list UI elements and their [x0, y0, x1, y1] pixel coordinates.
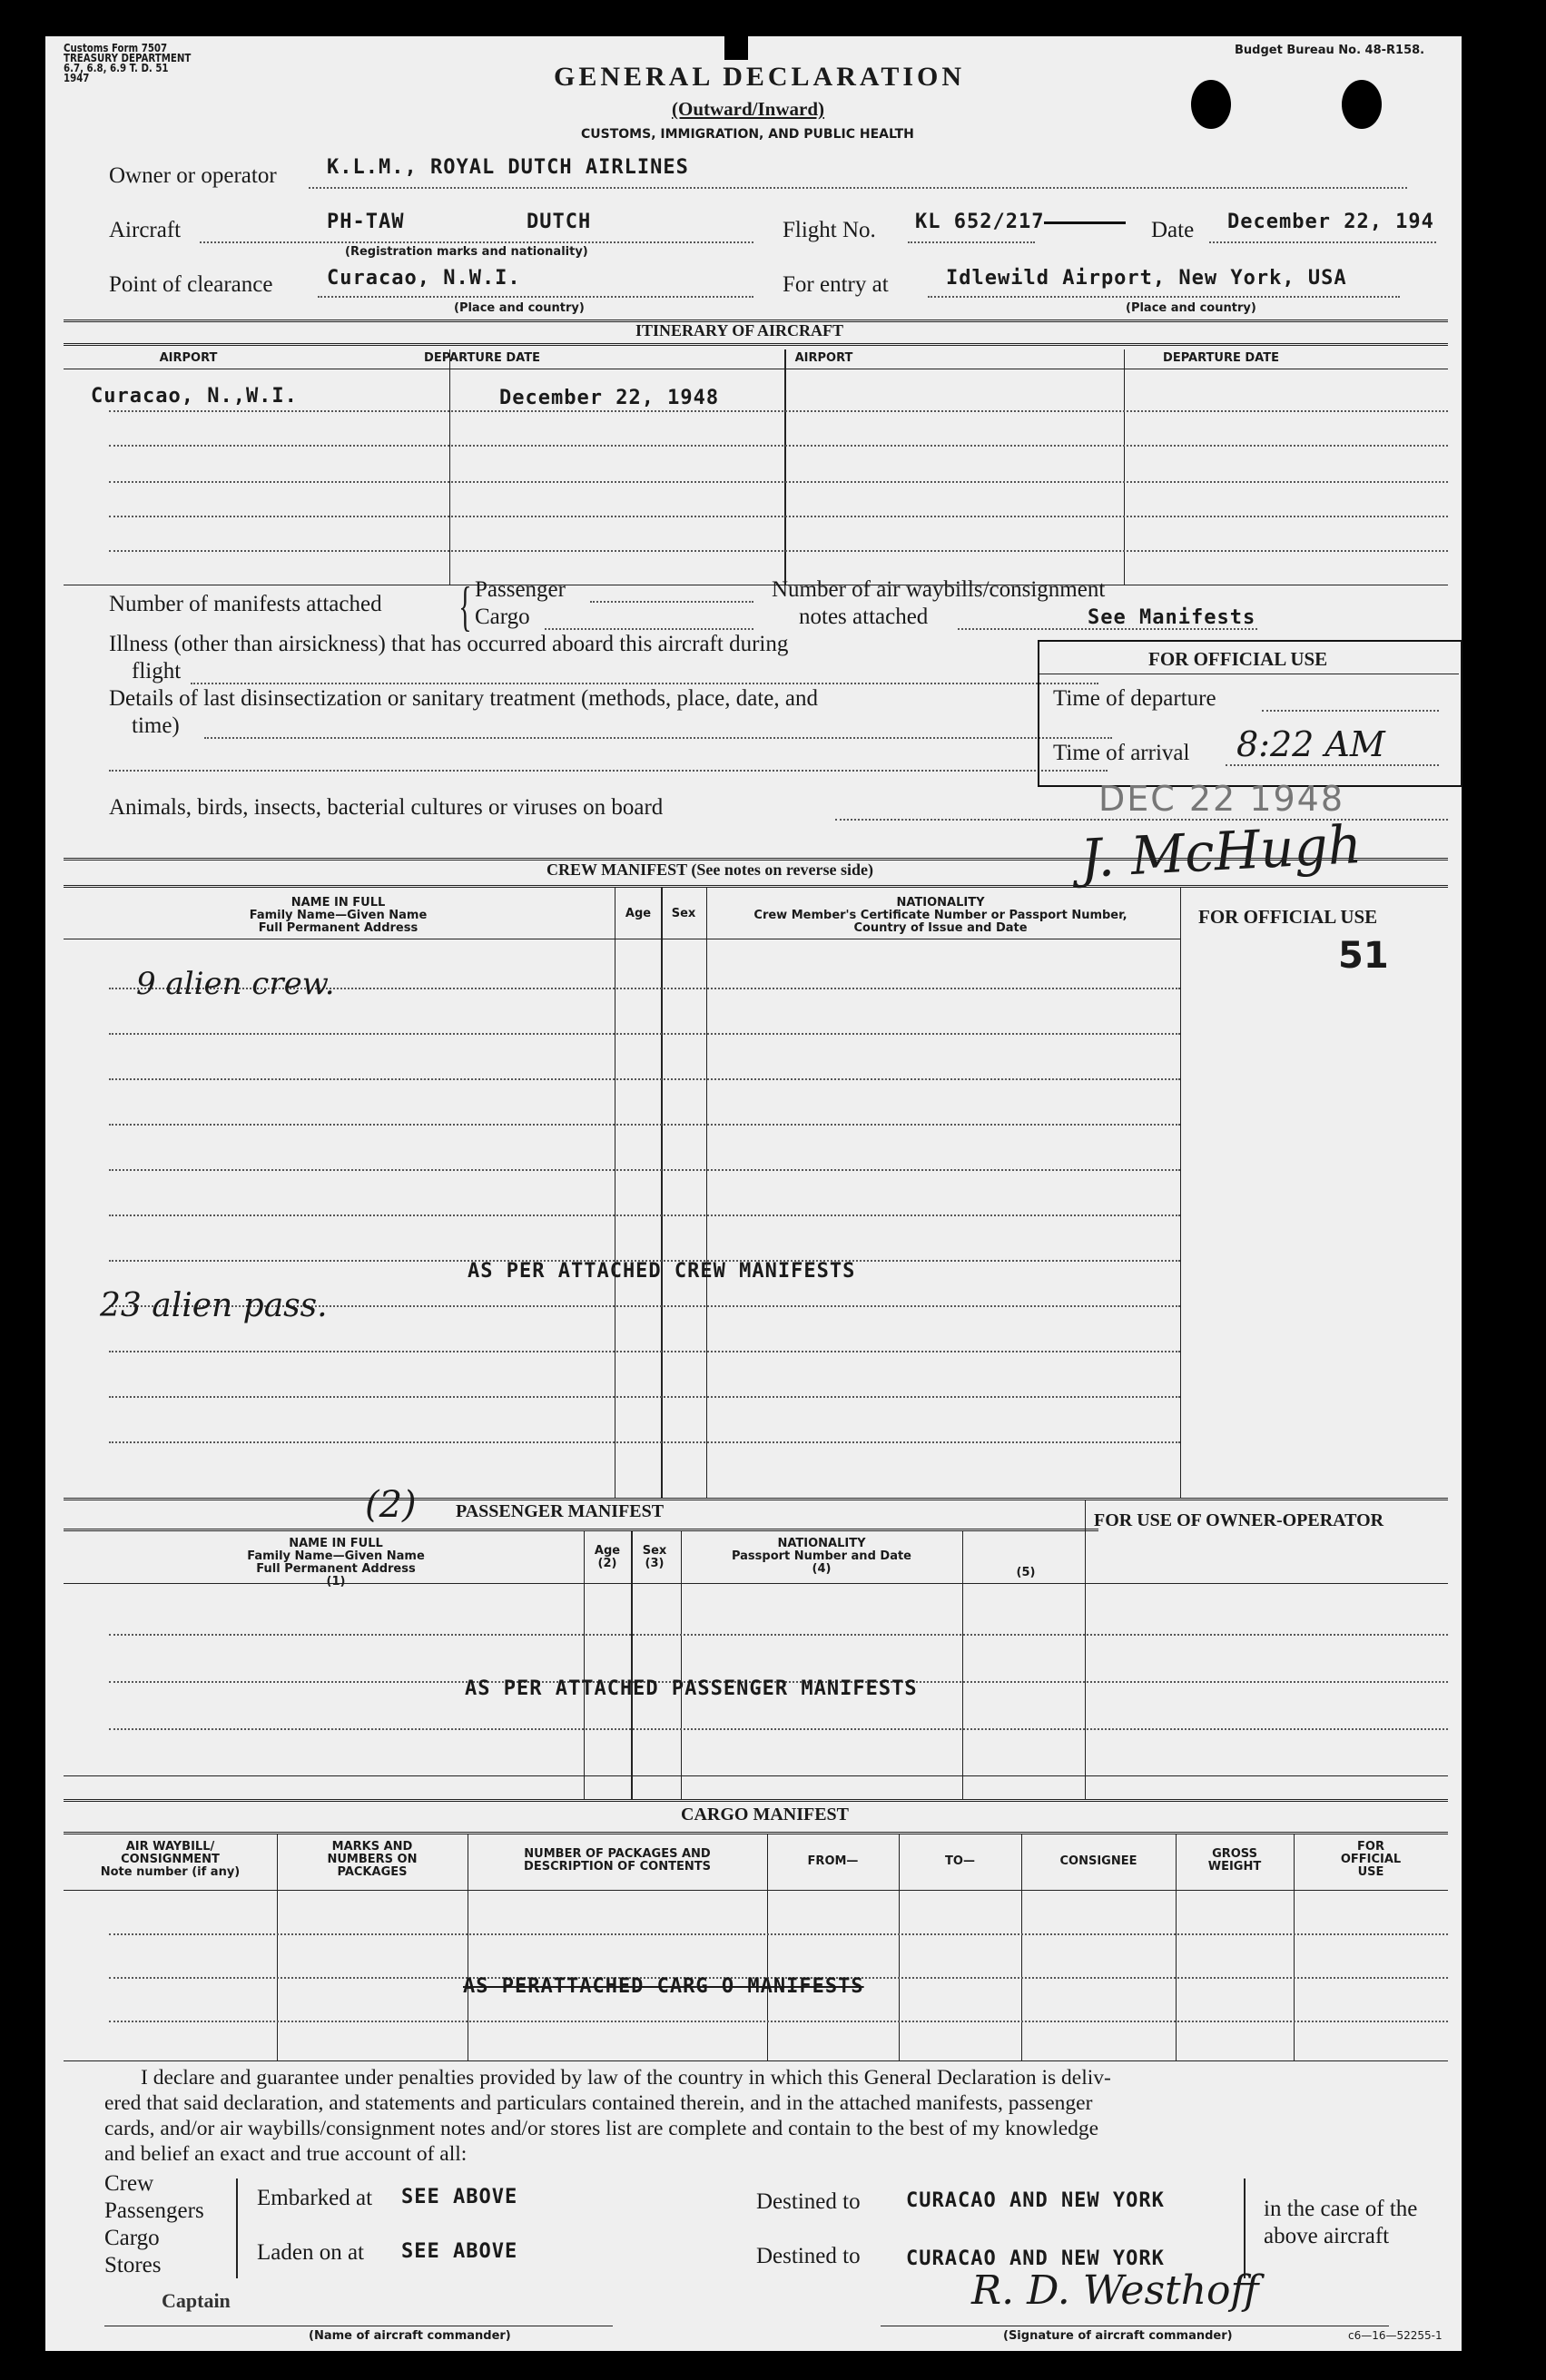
aircraft-label: Aircraft	[109, 218, 182, 242]
form-subtitle-2: CUSTOMS, IMMIGRATION, AND PUBLIC HEALTH	[581, 127, 914, 142]
passenger-col-nationality: NATIONALITY Passport Number and Date (4)	[731, 1537, 911, 1576]
commander-signature: R. D. Westhoff	[971, 2267, 1259, 2314]
arrival-time-value: 8:22 AM	[1236, 724, 1385, 764]
declaration-form: Customs Form 7507 TREASURY DEPARTMENT 6.7, 6.8, 6.9 T. D. 51 1947 Budget Bureau No. 48-R158. GENERAL DECLARATION (Outward/Inward) CUSTOMS, IMMIGRATION, AND PUBLIC HEALTH Owner or operator K.L.M., ROYAL DUTCH AIRLINES Aircraft PH-TAW DUTCH (Registration marks and nationality) Flight No. KL 652/217 Date December 22, 194 Point of clearance Curacao, N.W.I. (Place and country) For entry at Idlewild Airport, New York, USA (Place and country) ITINERARY OF AIRCRAFT AIRPORT DEPARTURE DATE AIRPORT DEPARTURE DATE Curacao, N.,W.I. December 22, 1948 Number of manifests attached { Passenger Cargo Number of air waybills/consignment notes attached See Manifests Illness (other than airsickness) that has occurred aboard this aircraft during flight Details of last disinsectization or sanitary treatment (methods, place, date, and time) Animals, birds, insects, bacterial cultures or viruses on board FOR OFFICIAL USE Time of departure Time of arrival 8:22 AM DEC 22 1948 J. McHugh CREW MANIFEST (See notes on reverse side) NAME IN FULL Family Name—Given Name Full Permanent Address Age Sex NATIONALITY Crew Member's Certificate Number or Passport Number, Country of Issue and Date FOR OFFICIAL USE 51 9 alien crew. AS PER ATTACHED CREW MANIFESTS 23 alien pass. (2) PASSENGER MANIFEST FOR USE OF OWNER-OPERATOR NAME IN FULL Family Name—Given Name Full Permanent Address (1) Age (2) Sex (3) NATIONALITY Passport Number and Date (4) (5) AS PER ATTACHED PASSENGER MANIFESTS CARGO MANIFEST AIR WAYBILL/ CONSIGNMENT Note number (if any) MARKS AND NUMBERS ON PACKAGES NUMBER OF PACKAGES AND DESCRIPTION OF CONTENTS FROM— TO— CONSIGNEE GROSS WEIGHT FOR OFFICIAL USE AS PERATTACHED CARG O MANIFESTS I declare and guarantee under penalties provided by law of the country in which this General Declaration is deliv- ered that said declaration, and statements and particulars contained therein, and in the attached manifests, passenger cards, and/or air waybills/consignment notes and/or stores list are complete and contain to the best of my knowledge and belief an exact and true account of all: Crew Passengers Cargo Stores Embarked at SEE ABOVE Destined to CURACAO AND NEW YORK Laden on at SEE ABOVE Destined to CURACAO AND NEW YORK in the case of the above aircraft Captain R. D. Westhoff (Name of aircraft commander) (Signature of aircraft commander) c6—16—52255-1	[45, 36, 1462, 2351]
crew-col-sex: Sex	[671, 907, 696, 920]
passenger-circled-count: (2)	[365, 1484, 417, 1526]
form-reference: Customs Form 7507 TREASURY DEPARTMENT 6.7, 6.8, 6.9 T. D. 51 1947	[64, 42, 192, 84]
crew-typed-note: AS PER ATTACHED CREW MANIFESTS	[468, 1260, 856, 1283]
owner-label: Owner or operator	[109, 163, 277, 188]
declaration-stores: Stores	[104, 2253, 162, 2277]
illness-label-2: flight	[132, 659, 182, 684]
crew-col-nationality: NATIONALITY Crew Member's Certificate Number or Passport Number, Country of Issue and Date	[753, 896, 1127, 935]
itinerary-title: ITINERARY OF AIRCRAFT	[635, 321, 844, 339]
cargo-col-to: TO—	[945, 1854, 975, 1868]
official-use-title: FOR OFFICIAL USE	[1148, 648, 1328, 670]
cargo-col-consignee: CONSIGNEE	[1059, 1854, 1137, 1868]
passenger-typed-note: AS PER ATTACHED PASSENGER MANIFESTS	[465, 1677, 918, 1700]
cargo-manifest-label: Cargo	[475, 605, 530, 629]
manifests-count-label: Number of manifests attached	[109, 592, 382, 616]
budget-bureau-number: Budget Bureau No. 48-R158.	[1235, 44, 1425, 57]
clearance-value: Curacao, N.W.I.	[327, 267, 521, 290]
departure-time-label: Time of departure	[1053, 686, 1216, 711]
commander-signature-caption: (Signature of aircraft commander)	[1003, 2329, 1233, 2343]
crew-official-value: 51	[1338, 935, 1389, 977]
animals-label: Animals, birds, insects, bacterial cultures or viruses on board	[109, 795, 664, 820]
crew-col-name: NAME IN FULL Family Name—Given Name Full Permanent Address	[249, 896, 428, 935]
form-title: GENERAL DECLARATION	[554, 62, 966, 92]
passenger-manifest-title: PASSENGER MANIFEST	[456, 1501, 665, 1521]
embarked-value: SEE ABOVE	[401, 2186, 518, 2208]
flight-number: KL 652/217	[915, 211, 1045, 233]
cargo-col-description: NUMBER OF PACKAGES AND DESCRIPTION OF CONTENTS	[524, 1847, 711, 1874]
clearance-label: Point of clearance	[109, 272, 273, 297]
aircraft-nationality: DUTCH	[527, 211, 592, 233]
cargo-col-from: FROM—	[807, 1854, 859, 1868]
laden-value: SEE ABOVE	[401, 2240, 518, 2263]
declaration-cargo: Cargo	[104, 2226, 160, 2250]
cargo-typed-note: AS PERATTACHED CARG O MANIFESTS	[463, 1975, 864, 1998]
cargo-col-waybill: AIR WAYBILL/ CONSIGNMENT Note number (if any)	[100, 1840, 241, 1879]
aircraft-registration: PH-TAW	[327, 211, 405, 233]
destined-label-1: Destined to	[756, 2189, 861, 2214]
aircraft-caption: (Registration marks and nationality)	[345, 245, 588, 259]
cargo-manifest-title: CARGO MANIFEST	[681, 1805, 850, 1824]
illness-label: Illness (other than airsickness) that has occurred aboard this aircraft during	[109, 632, 789, 656]
waybills-label: Number of air waybills/consignment	[772, 577, 1106, 602]
notes-value: See Manifests	[1088, 606, 1256, 629]
entry-value: Idlewild Airport, New York, USA	[946, 267, 1347, 290]
crew-official-use: FOR OFFICIAL USE	[1198, 906, 1378, 928]
cargo-col-official: FOR OFFICIAL USE	[1340, 1840, 1402, 1879]
cargo-col-marks: MARKS AND NUMBERS ON PACKAGES	[327, 1840, 418, 1879]
crew-manifest-title: CREW MANIFEST (See notes on reverse side)	[547, 861, 873, 879]
staple-mark	[724, 27, 748, 60]
itinerary-row-airport: Curacao, N.,W.I.	[91, 385, 298, 408]
place-caption: (Place and country)	[454, 301, 585, 315]
print-code: c6—16—52255-1	[1348, 2329, 1443, 2342]
notes-label: notes attached	[799, 605, 929, 629]
declaration-line-1: I declare and guarantee under penalties provided by law of the country in which this General Declaration is deliv-	[141, 2066, 1111, 2090]
itinerary-row-date: December 22, 1948	[499, 387, 720, 409]
passenger-col-sex: Sex (3)	[642, 1544, 667, 1570]
disinsect-label-2: time)	[132, 713, 180, 738]
case-label: in the case of the	[1264, 2197, 1418, 2221]
declaration-line-4: and belief an exact and true account of all:	[104, 2142, 468, 2166]
crew-note: 9 alien crew.	[136, 966, 335, 1002]
flight-label: Flight No.	[783, 218, 876, 242]
date-label: Date	[1151, 218, 1195, 242]
passenger-col-name: NAME IN FULL Family Name—Given Name Full Permanent Address (1)	[247, 1537, 425, 1588]
itinerary-header-date-1: DEPARTURE DATE	[424, 351, 540, 365]
place-caption-2: (Place and country)	[1126, 301, 1256, 315]
case-label-2: above aircraft	[1264, 2224, 1390, 2248]
embarked-label: Embarked at	[257, 2186, 373, 2210]
passenger-manifest-label: Passenger	[475, 577, 566, 602]
entry-label: For entry at	[783, 272, 889, 297]
passenger-note: 23 alien pass.	[100, 1287, 328, 1324]
declaration-line-2: ered that said declaration, and statements and particulars contained therein, and in the attached manifests, passenger	[104, 2091, 1093, 2115]
captain-name: Captain	[162, 2289, 231, 2312]
punch-hole-left	[1191, 80, 1231, 129]
laden-label: Laden on at	[257, 2240, 365, 2265]
itinerary-header-airport-2: AIRPORT	[794, 351, 853, 365]
passenger-col-5: (5)	[1016, 1566, 1036, 1579]
destined-value-2: CURACAO AND NEW YORK	[906, 2247, 1165, 2270]
passenger-col-age: Age (2)	[594, 1544, 621, 1570]
declaration-passengers: Passengers	[104, 2198, 204, 2223]
owner-operator-use: FOR USE OF OWNER-OPERATOR	[1094, 1510, 1384, 1530]
crew-col-age: Age	[625, 907, 652, 920]
date-value: December 22, 194	[1227, 211, 1434, 233]
declaration-crew: Crew	[104, 2171, 154, 2196]
arrival-time-label: Time of arrival	[1053, 741, 1190, 765]
destined-value-1: CURACAO AND NEW YORK	[906, 2189, 1165, 2212]
itinerary-header-airport-1: AIRPORT	[159, 351, 218, 365]
punch-hole-right	[1342, 80, 1382, 129]
official-signature: J. McHugh	[1078, 812, 1364, 890]
disinsect-label: Details of last disinsectization or sanitary treatment (methods, place, date, and	[109, 686, 818, 711]
date-stamp: DEC 22 1948	[1098, 779, 1345, 819]
declaration-line-3: cards, and/or air waybills/consignment notes and/or stores list are complete and contain to the best of my knowledge	[104, 2117, 1099, 2140]
itinerary-header-date-2: DEPARTURE DATE	[1163, 351, 1279, 365]
owner-value: K.L.M., ROYAL DUTCH AIRLINES	[327, 156, 689, 179]
cargo-col-weight: GROSS WEIGHT	[1207, 1847, 1262, 1874]
form-subtitle: (Outward/Inward)	[672, 98, 825, 120]
destined-label-2: Destined to	[756, 2244, 861, 2268]
commander-name-caption: (Name of aircraft commander)	[309, 2329, 511, 2343]
